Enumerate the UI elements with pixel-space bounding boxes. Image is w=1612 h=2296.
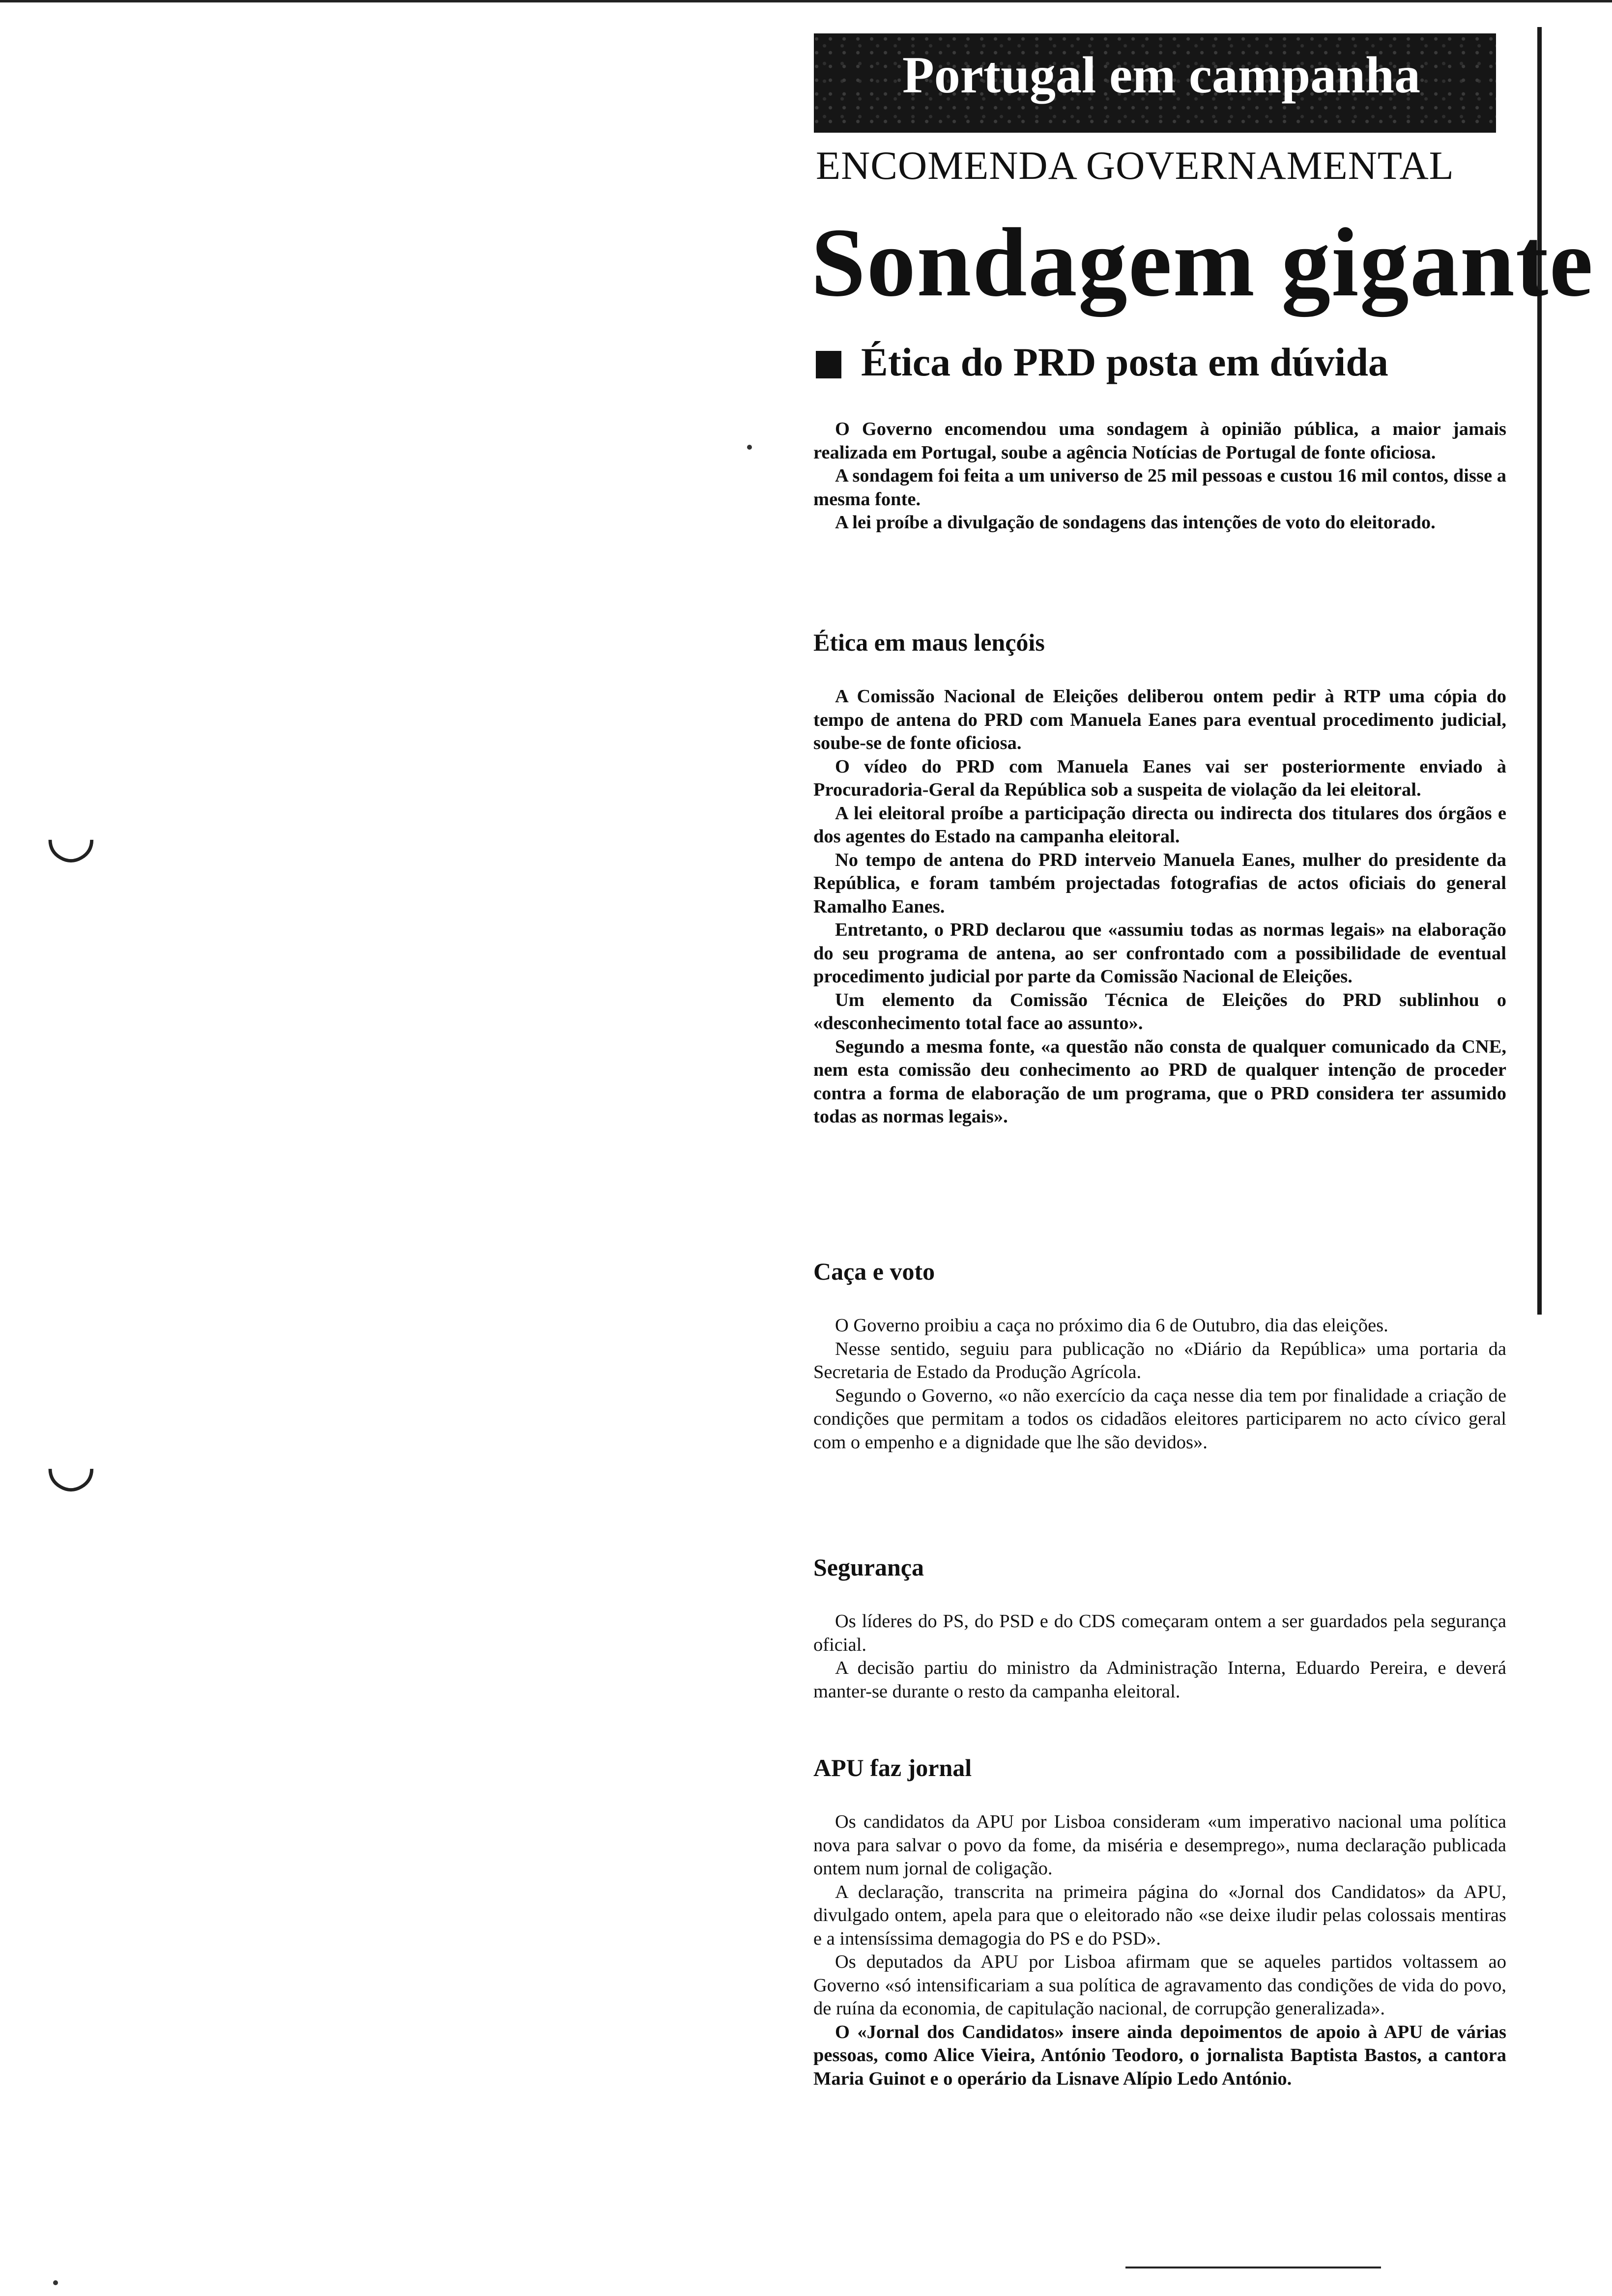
section-title: APU faz jornal [813,1754,972,1781]
print-speck [53,2280,58,2285]
article-kicker: ENCOMENDA GOVERNAMENTAL [816,143,1454,188]
section-title: Caça e voto [813,1258,935,1285]
section-paragraph: Um elemento da Comissão Técnica de Eleições do PRD sublinhou o «desconhecimento total face ao assunto». [813,989,1506,1033]
article-headline: Sondagem gigante [811,208,1594,317]
section-paragraph: Os candidatos da APU por Lisboa consideram «um imperativo nacional uma política nova para salvar o povo da fome, da miséria e desemprego», numa declaração publicada ontem num jornal de coligação. [813,1811,1506,1879]
top-rule [0,0,1612,2]
section-paragraph: A lei eleitoral proíbe a participação directa ou indirecta dos titulares dos órgãos e dos agentes do Estado na campanha eleitoral. [813,803,1506,847]
article-end-rule [1125,2267,1381,2268]
section-seguranca [813,1553,1506,1703]
section-paragraph: Os líderes do PS, do PSD e do CDS começaram ontem a ser guardados pela segurança oficial. [813,1611,1506,1655]
intro-paragraph: A lei proíbe a divulgação de sondagens das intenções de voto do eleitorado. [835,512,1436,533]
intro-paragraph: O Governo encomendou uma sondagem à opinião pública, a maior jamais realizada em Portugal, soube a agência Notícias de Portugal de fonte oficiosa. [813,419,1506,463]
section-paragraph: Segundo a mesma fonte, «a questão não consta de qualquer comunicado da CNE, nem esta comissão deu conhecimento ao PRD de qualquer intenção de proceder contra a forma de elaboração de um programa, que o PRD considera ter assumido todas as normas legais». [813,1036,1506,1127]
section-etica [813,628,1506,1129]
banner-title: Portugal em campanha [902,46,1421,104]
section-paragraph: Os deputados da APU por Lisboa afirmam que se aqueles partidos voltassem ao Governo «só intensificariam a sua política de agravamento das condições de vida do povo, de ruína da economia, de capitulação nacional, de corrupção generalizada». [813,1952,1506,2019]
section-title: Segurança [813,1553,924,1581]
section-paragraph: Entretanto, o PRD declarou que «assumiu todas as normas legais» na elaboração do seu programa de antena, ao ser confrontado com a possibilidade de eventual procedimento judicial por parte da Comissão Nacional de Eleições. [813,919,1506,987]
section-paragraph: O «Jornal dos Candidatos» insere ainda depoimentos de apoio à APU de várias pessoas, como Alice Vieira, António Teodoro, o jornalista Baptista Bastos, a cantora Maria Guinot e o operário da Lisnave Alípio Ledo António. [813,2021,1506,2089]
intro-paragraph: A sondagem foi feita a um universo de 25 mil pessoas e custou 16 mil contos, disse a mesma fonte. [813,465,1506,510]
section-apu-faz-jornal [813,1753,1506,2091]
section-paragraph: O Governo proibiu a caça no próximo dia 6 de Outubro, dia das eleições. [835,1315,1388,1336]
binding-hole-mark: ◡ [45,801,97,869]
section-title: Ética em maus lençóis [813,629,1045,656]
section-paragraph: A Comissão Nacional de Eleições deliberou ontem pedir à RTP uma cópia do tempo de antena do PRD com Manuela Eanes para eventual procedimento judicial, soube-se de fonte oficiosa. [813,686,1506,753]
square-bullet-icon [816,351,841,378]
subheadline-text: Ética do PRD posta em dúvida [861,340,1388,384]
article-intro [813,418,1506,535]
section-paragraph: O vídeo do PRD com Manuela Eanes vai ser posteriormente enviado à Procuradoria-Geral da República sob a suspeita de violação da lei eleitoral. [813,756,1506,800]
section-banner [814,33,1496,133]
print-speck [747,445,752,450]
section-paragraph: A decisão partiu do ministro da Administração Interna, Eduardo Pereira, e deverá manter-se durante o resto da campanha eleitoral. [813,1658,1506,1702]
article-subheadline [816,339,1388,385]
section-paragraph: A declaração, transcrita na primeira página do «Jornal dos Candidatos» da APU, divulgado ontem, apela para que o eleitorado não «se deixe iludir pelas colossais mentiras e a intensíssima demagogia do PS e do PSD». [813,1881,1506,1949]
section-caca-e-voto [813,1257,1506,1454]
section-paragraph: No tempo de antena do PRD interveio Manuela Eanes, mulher do presidente da República, e foram também projectadas fotografias de actos oficiais do general Ramalho Eanes. [813,849,1506,917]
binding-hole-mark: ◡ [45,1430,97,1498]
section-paragraph: Segundo o Governo, «o não exercício da caça nesse dia tem por finalidade a criação de condições que permitam a todos os cidadãos eleitores participarem no acto cívico geral com o empenho e a dignidade que lhe são devidos». [813,1385,1506,1453]
section-paragraph: Nesse sentido, seguiu para publicação no «Diário da República» uma portaria da Secretaria de Estado da Produção Agrícola. [813,1338,1506,1382]
